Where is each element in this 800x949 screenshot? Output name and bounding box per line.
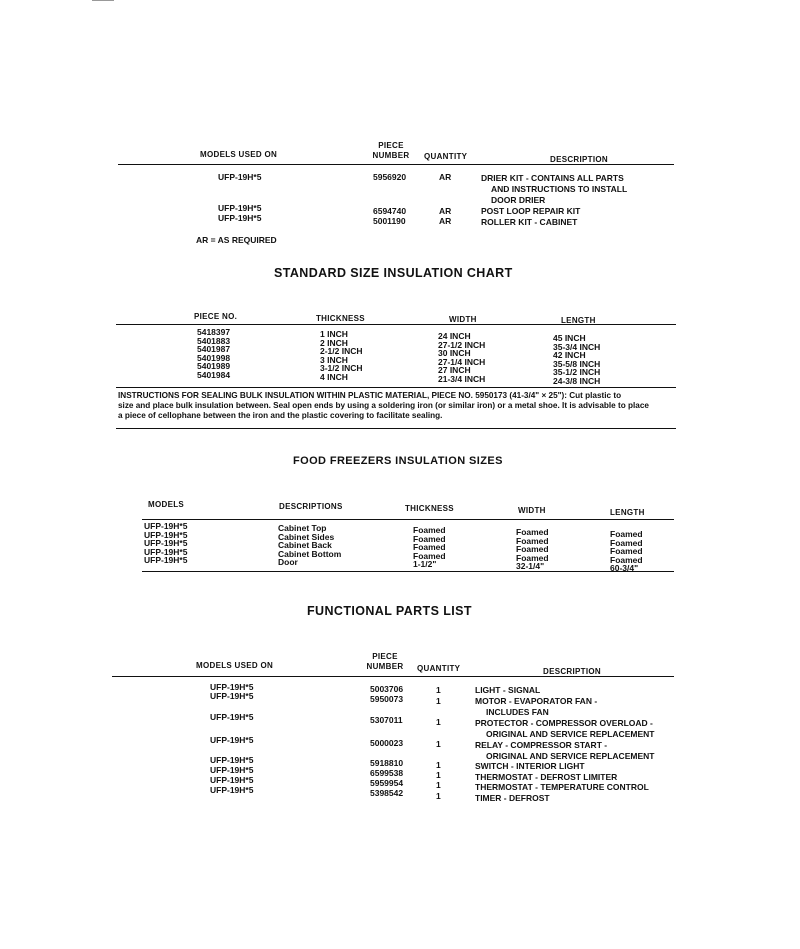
- table-row-model: UFP-19H*5: [218, 213, 262, 223]
- col-header-length: LENGTH: [610, 508, 645, 517]
- instructions-rule-bottom: [116, 428, 676, 429]
- thickness-column: Foamed Foamed Foamed Foamed 1-1/2": [413, 525, 446, 569]
- table-row-desc: INCLUDES FAN: [486, 707, 549, 717]
- table-row-desc: ORIGINAL AND SERVICE REPLACEMENT: [486, 751, 655, 761]
- table-row-piece: 5000023: [370, 738, 404, 748]
- table-row-piece: 6599538: [370, 768, 404, 778]
- table-row-desc: RELAY - COMPRESSOR START -: [475, 740, 608, 750]
- table-row-piece: 5918810: [370, 758, 404, 768]
- table-row-desc: TIMER - DEFROST: [475, 793, 550, 803]
- col-header-width: WIDTH: [449, 315, 477, 324]
- table-row-model: UFP-19H*5: [210, 682, 254, 692]
- table-row-piece: 5307011: [370, 715, 403, 725]
- table-row-model: UFP-19H*5: [210, 712, 254, 722]
- table-row-desc: POST LOOP REPAIR KIT: [481, 206, 581, 216]
- table-row-piece: 6594740: [373, 206, 407, 216]
- table-row-qty: 1: [436, 717, 441, 727]
- table-row-qty: AR: [439, 216, 452, 226]
- length-column: Foamed Foamed Foamed Foamed 60-3/4": [610, 529, 643, 573]
- descriptions-column: Cabinet Top Cabinet Sides Cabinet Back Cabinet Bottom Door: [278, 523, 342, 567]
- functional-parts-title: FUNCTIONAL PARTS LIST: [307, 604, 472, 618]
- insulation-chart-title: STANDARD SIZE INSULATION CHART: [274, 266, 513, 280]
- table-row-desc: MOTOR - EVAPORATOR FAN -: [475, 696, 598, 706]
- freezer-sizes-title: FOOD FREEZERS INSULATION SIZES: [293, 455, 503, 467]
- table-row-piece: 5001190: [373, 216, 406, 226]
- table-row-model: UFP-19H*5: [210, 785, 254, 795]
- col-header-width: WIDTH: [518, 506, 546, 515]
- col-header-thickness: THICKNESS: [316, 314, 365, 323]
- table-row-model: UFP-19H*5: [218, 172, 262, 182]
- table-row-desc: SWITCH - INTERIOR LIGHT: [475, 761, 585, 771]
- col-header-length: LENGTH: [561, 316, 596, 325]
- col-header-thickness: THICKNESS: [405, 504, 454, 513]
- col-header-piece-number: PIECE NUMBER: [366, 652, 404, 671]
- table-row-desc: DOOR DRIER: [491, 195, 546, 205]
- table-row-piece: 5003706: [370, 684, 404, 694]
- table-row-qty: 1: [436, 739, 441, 749]
- piece-no-column: 5418397 5401883 5401987 5401998 5401989 5401984: [197, 327, 231, 380]
- footer-rule: [142, 571, 674, 572]
- table-row-qty: AR: [439, 172, 452, 182]
- header-rule: [112, 676, 674, 677]
- col-header-models: MODELS: [148, 500, 185, 509]
- thickness-column: 1 INCH 2 INCH 2-1/2 INCH 3 INCH 3-1/2 INCH 4 INCH: [320, 329, 363, 382]
- table-row-desc: PROTECTOR - COMPRESSOR OVERLOAD -: [475, 718, 653, 728]
- instructions-rule-top: [116, 387, 676, 388]
- col-header-description: DESCRIPTION: [543, 667, 601, 676]
- table-row-qty: 1: [436, 685, 441, 695]
- col-header-models: MODELS USED ON: [196, 661, 274, 670]
- table-row-qty: 1: [436, 760, 441, 770]
- col-header-quantity: QUANTITY: [417, 664, 461, 673]
- scan-mark: [92, 0, 114, 4]
- table-row-model: UFP-19H*5: [218, 203, 262, 213]
- table-row-qty: 1: [436, 780, 441, 790]
- table-row-model: UFP-19H*5: [210, 775, 254, 785]
- sealing-instructions: INSTRUCTIONS FOR SEALING BULK INSULATION WITHIN PLASTIC MATERIAL, PIECE NO. 5950173 (41-3/4" × 25"): Cut plastic to size and place bulk insulation between. Seal open ends by using a soldering iron (or similar iron) or a metal shoe. It is advisable to place a piece of cellophane between the iron and the plastic covering to facilitate sealing.: [118, 391, 649, 420]
- footnote: AR = AS REQUIRED: [196, 235, 277, 245]
- table-row-qty: 1: [436, 770, 441, 780]
- table-row-qty: 1: [436, 696, 441, 706]
- table-row-model: UFP-19H*5: [210, 765, 254, 775]
- col-header-piece-no: PIECE NO.: [194, 312, 238, 321]
- table-row-model: UFP-19H*5: [210, 755, 254, 765]
- col-header-descriptions: DESCRIPTIONS: [279, 502, 343, 511]
- col-header-description: DESCRIPTION: [550, 155, 608, 164]
- table-row-desc: AND INSTRUCTIONS TO INSTALL: [491, 184, 628, 194]
- table-row-qty: 1: [436, 791, 441, 801]
- col-header-models: MODELS USED ON: [200, 150, 278, 159]
- table-row-desc: ROLLER KIT - CABINET: [481, 217, 578, 227]
- table-row-piece: 5956920: [373, 172, 407, 182]
- table-row-desc: DRIER KIT - CONTAINS ALL PARTS: [481, 173, 624, 183]
- col-header-quantity: QUANTITY: [424, 152, 468, 161]
- table-row-desc: LIGHT - SIGNAL: [475, 685, 541, 695]
- table-row-piece: 5959954: [370, 778, 404, 788]
- table-row-model: UFP-19H*5: [210, 691, 254, 701]
- table-row-piece: 5398542: [370, 788, 404, 798]
- table-row-desc: THERMOSTAT - TEMPERATURE CONTROL: [475, 782, 649, 792]
- table-row-qty: AR: [439, 206, 452, 216]
- table-row-desc: THERMOSTAT - DEFROST LIMITER: [475, 772, 618, 782]
- length-column: 45 INCH 35-3/4 INCH 42 INCH 35-5/8 INCH 35-1/2 INCH 24-3/8 INCH: [553, 333, 601, 386]
- table-row-piece: 5950073: [370, 694, 404, 704]
- table-row-desc: ORIGINAL AND SERVICE REPLACEMENT: [486, 729, 655, 739]
- width-column: 24 INCH 27-1/2 INCH 30 INCH 27-1/4 INCH 27 INCH 21-3/4 INCH: [438, 331, 486, 384]
- header-rule: [142, 519, 674, 520]
- width-column: Foamed Foamed Foamed Foamed 32-1/4": [516, 527, 549, 571]
- header-rule: [116, 324, 676, 325]
- table-row-model: UFP-19H*5: [210, 735, 254, 745]
- col-header-piece-number: PIECE NUMBER: [372, 141, 410, 160]
- header-rule: [118, 164, 674, 165]
- models-column: UFP-19H*5 UFP-19H*5 UFP-19H*5 UFP-19H*5 UFP-19H*5: [144, 521, 188, 565]
